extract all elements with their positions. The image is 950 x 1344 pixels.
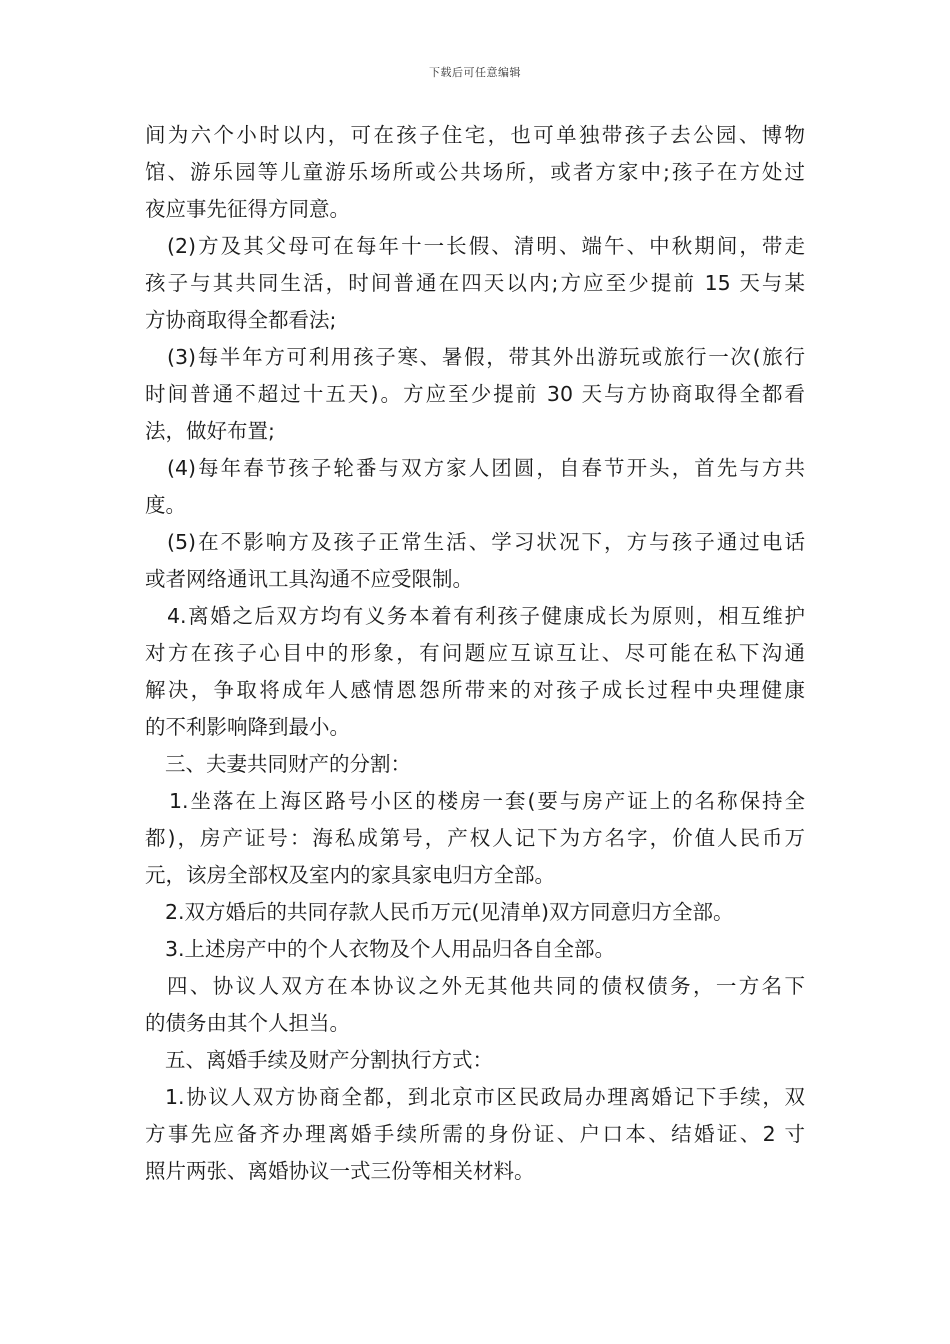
text-line: 或者网络通讯工具沟通不应受限制。 — [145, 567, 473, 591]
document-body — [145, 117, 805, 1190]
text-line: 四、协议人双方在本协议之外无其他共同的债权债务，一方名下 — [167, 974, 805, 998]
text-line: 1.协议人双方协商全都，到北京市区民政局办理离婚记下手续，双 — [165, 1085, 805, 1109]
text-line: (2)方及其父母可在每年十一长假、清明、端午、中秋期间，带走 — [167, 234, 805, 258]
text-line: 三、夫妻共同财产的分割： — [165, 752, 411, 776]
text-line: 对方在孩子心目中的形象，有问题应互谅互让、尽可能在私下沟通 — [145, 641, 805, 665]
text-line: 元，该房全部权及室内的家具家电归方全部。 — [145, 863, 555, 887]
text-line: 方事先应备齐办理离婚手续所需的身份证、户口本、结婚证、2 寸 — [145, 1122, 805, 1146]
text-line: 都)，房产证号：海私成第号，产权人记下为方名字，价值人民币万 — [145, 826, 805, 850]
text-line: (3)每半年方可利用孩子寒、暑假，带其外出游玩或旅行一次(旅行 — [167, 345, 805, 369]
text-line: (4)每年春节孩子轮番与双方家人团圆，自春节开头，首先与方共 — [167, 456, 805, 480]
text-line: 孩子与其共同生活，时间普通在四天以内;方应至少提前 15 天与某 — [145, 271, 805, 295]
text-line: 间为六个小时以内，可在孩子住宅，也可单独带孩子去公园、博物 — [145, 123, 805, 147]
text-line: 度。 — [145, 493, 186, 517]
text-line: (5)在不影响方及孩子正常生活、学习状况下，方与孩子通过电话 — [167, 530, 805, 554]
text-line: 夜应事先征得方同意。 — [145, 197, 350, 221]
page-header: 下载后可任意编辑 — [429, 66, 521, 79]
text-line: 的债务由其个人担当。 — [145, 1011, 350, 1035]
text-line: 五、离婚手续及财产分割执行方式： — [165, 1048, 493, 1072]
text-line: 4.离婚之后双方均有义务本着有利孩子健康成长为原则，相互维护 — [167, 604, 805, 628]
text-line: 解决，争取将成年人感情恩怨所带来的对孩子成长过程中央理健康 — [145, 678, 805, 702]
text-line: 时间普通不超过十五天)。方应至少提前 30 天与方协商取得全都看 — [145, 382, 805, 406]
text-line: 方协商取得全都看法; — [145, 308, 337, 332]
text-line: 1.坐落在上海区路号小区的楼房一套(要与房产证上的名称保持全 — [169, 789, 805, 813]
text-line: 的不利影响降到最小。 — [145, 715, 350, 739]
text-line: 法，做好布置; — [145, 419, 275, 443]
text-line: 2.双方婚后的共同存款人民币万元(见清单)双方同意归方全部。 — [165, 900, 734, 924]
text-line: 馆、游乐园等儿童游乐场所或公共场所，或者方家中;孩子在方处过 — [145, 160, 805, 184]
text-line: 3.上述房产中的个人衣物及个人用品归各自全部。 — [165, 937, 616, 961]
text-line: 照片两张、离婚协议一式三份等相关材料。 — [145, 1159, 535, 1183]
